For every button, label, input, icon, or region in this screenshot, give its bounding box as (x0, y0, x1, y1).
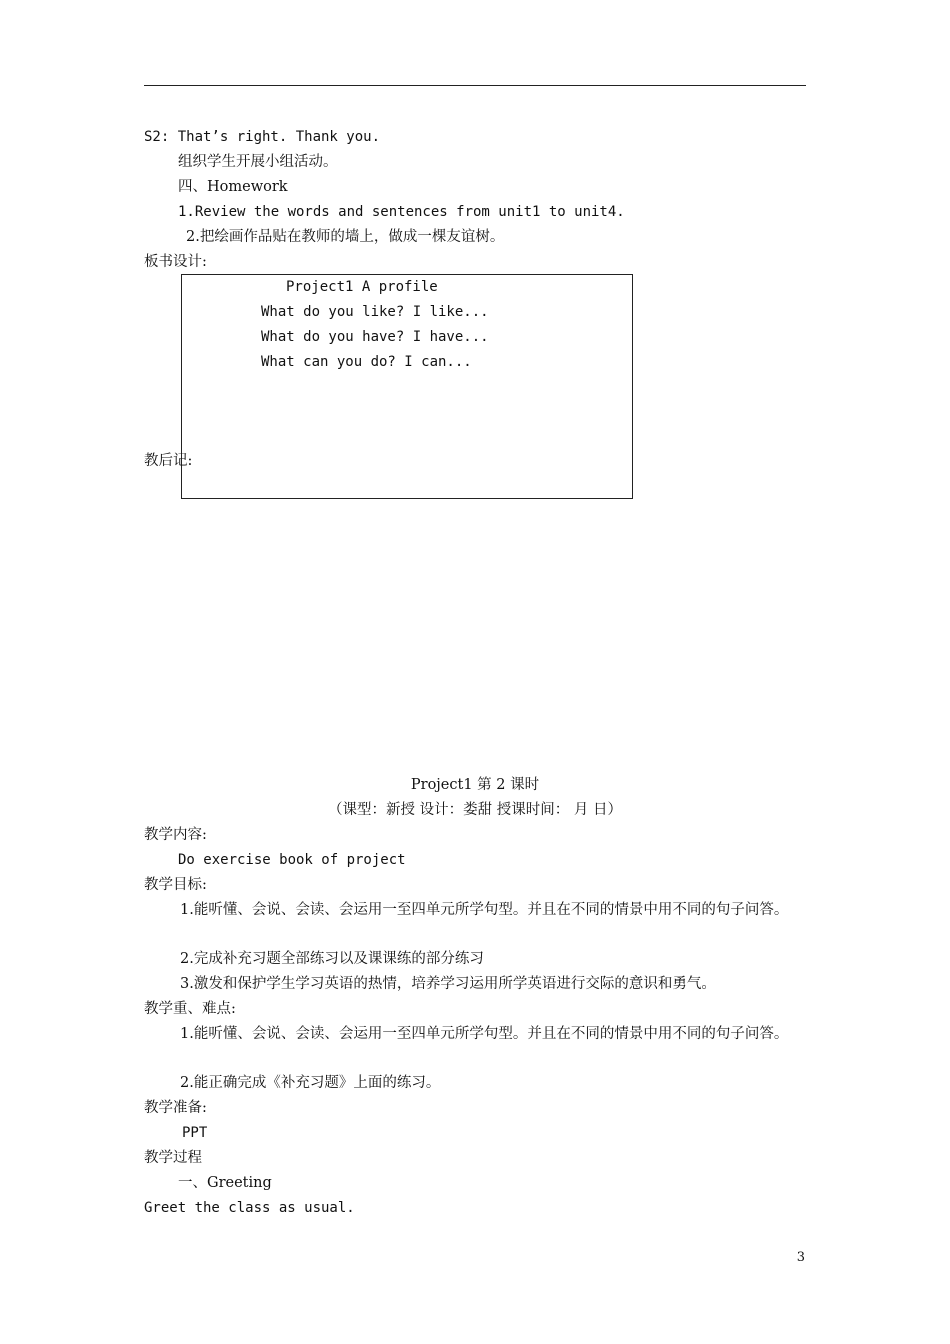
header-rule (144, 85, 806, 86)
goal-item-3: 3.激发和保护学生学习英语的热情，培养学习运用所学英语进行交际的意识和勇气。 (180, 976, 716, 992)
key-point-item-2: 2.能正确完成《补充习题》上面的练习。 (180, 1075, 441, 1091)
goals-label: 教学目标: (144, 877, 207, 893)
preparation-label: 教学准备: (144, 1100, 207, 1116)
lesson-subtitle: （课型：新授 设计：娄甜 授课时间： 月 日） (328, 802, 622, 818)
board-title: Project1 A profile (286, 279, 438, 295)
greeting-heading: 一、Greeting (178, 1175, 272, 1191)
dialogue-line: S2: That’s right. Thank you. (144, 129, 381, 145)
homework-item-1: 1.Review the words and sentences from unit1 to unit4. (178, 204, 625, 220)
goal-item-1: 1.能听懂、会说、会读、会运用一至四单元所学句型。并且在不同的情景中用不同的句子问答。 (180, 902, 789, 918)
homework-item-2: 2.把绘画作品贴在教师的墙上，做成一棵友谊树。 (186, 229, 505, 245)
goal-item-2: 2.完成补充习题全部练习以及课课练的部分练习 (180, 951, 484, 967)
key-point-item-1: 1.能听懂、会说、会读、会运用一至四单元所学句型。并且在不同的情景中用不同的句子问答。 (180, 1026, 789, 1042)
board-line: What do you have? I have... (261, 329, 489, 345)
greeting-text: Greet the class as usual. (144, 1200, 355, 1216)
content-label: 教学内容: (144, 827, 207, 843)
board-design-label: 板书设计: (144, 254, 207, 270)
board-line: What do you like? I like... (261, 304, 489, 320)
process-label: 教学过程 (144, 1150, 202, 1166)
key-points-label: 教学重、难点: (144, 1001, 236, 1017)
homework-heading: 四、Homework (178, 179, 288, 195)
page-number: 3 (796, 1250, 805, 1265)
lesson-title: Project1 第 2 课时 (410, 777, 540, 793)
content-text: Do exercise book of project (178, 852, 406, 868)
notes-label: 教后记: (144, 453, 193, 469)
board-line: What can you do? I can... (261, 354, 472, 370)
activity-line: 组织学生开展小组活动。 (178, 154, 338, 170)
preparation-text: PPT (182, 1125, 208, 1141)
